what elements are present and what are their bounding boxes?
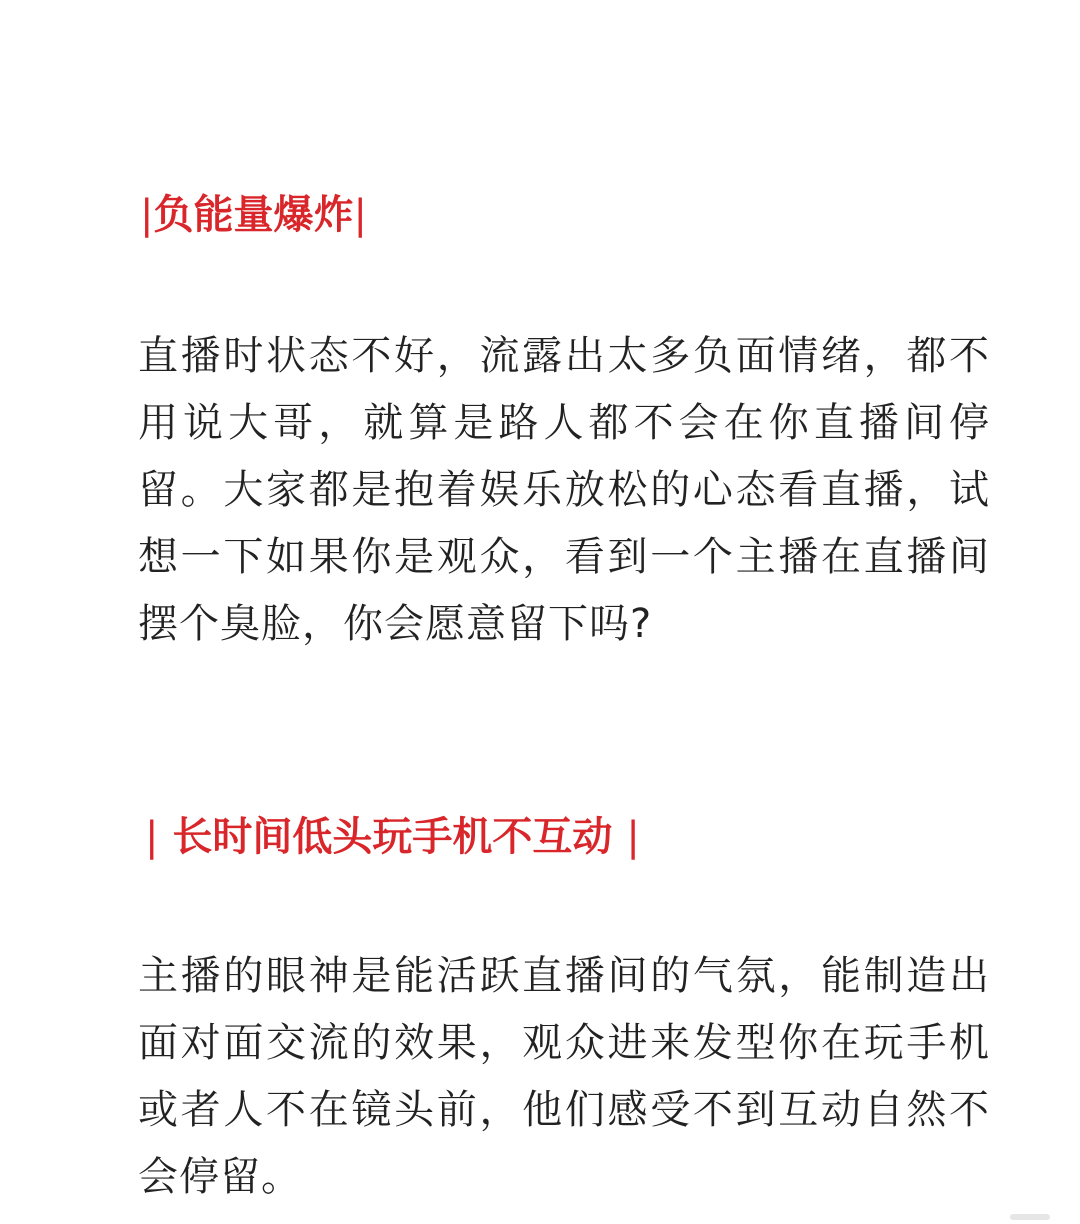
heading-text: 负能量爆炸 (153, 192, 354, 238)
heading-bar-left: | (145, 814, 159, 860)
section-paragraph-negative-energy: 直播时状态不好，流露出太多负面情绪，都不用说大哥，就算是路人都不会在你直播间停留。大家都是抱着娱乐放松的心态看直播，试想一下如果你是观众，看到一个主播在直播间摆个臭脸，你会愿意留下吗? (138, 333, 990, 647)
section-heading-negative-energy (140, 190, 367, 240)
watermark-mark (1010, 1214, 1050, 1220)
section-paragraph-phone-no-interaction: 主播的眼神是能活跃直播间的气氛，能制造出面对面交流的效果，观众进来发型你在玩手机或者人不在镜头前，他们感受不到互动自然不会停留。 (138, 953, 990, 1200)
heading-bar-right: | (626, 814, 640, 860)
section-heading-phone-no-interaction (145, 812, 640, 862)
heading-bar-left: | (140, 192, 154, 238)
heading-bar-right: | (353, 192, 367, 238)
heading-text: 长时间低头玩手机不互动 (172, 814, 613, 860)
